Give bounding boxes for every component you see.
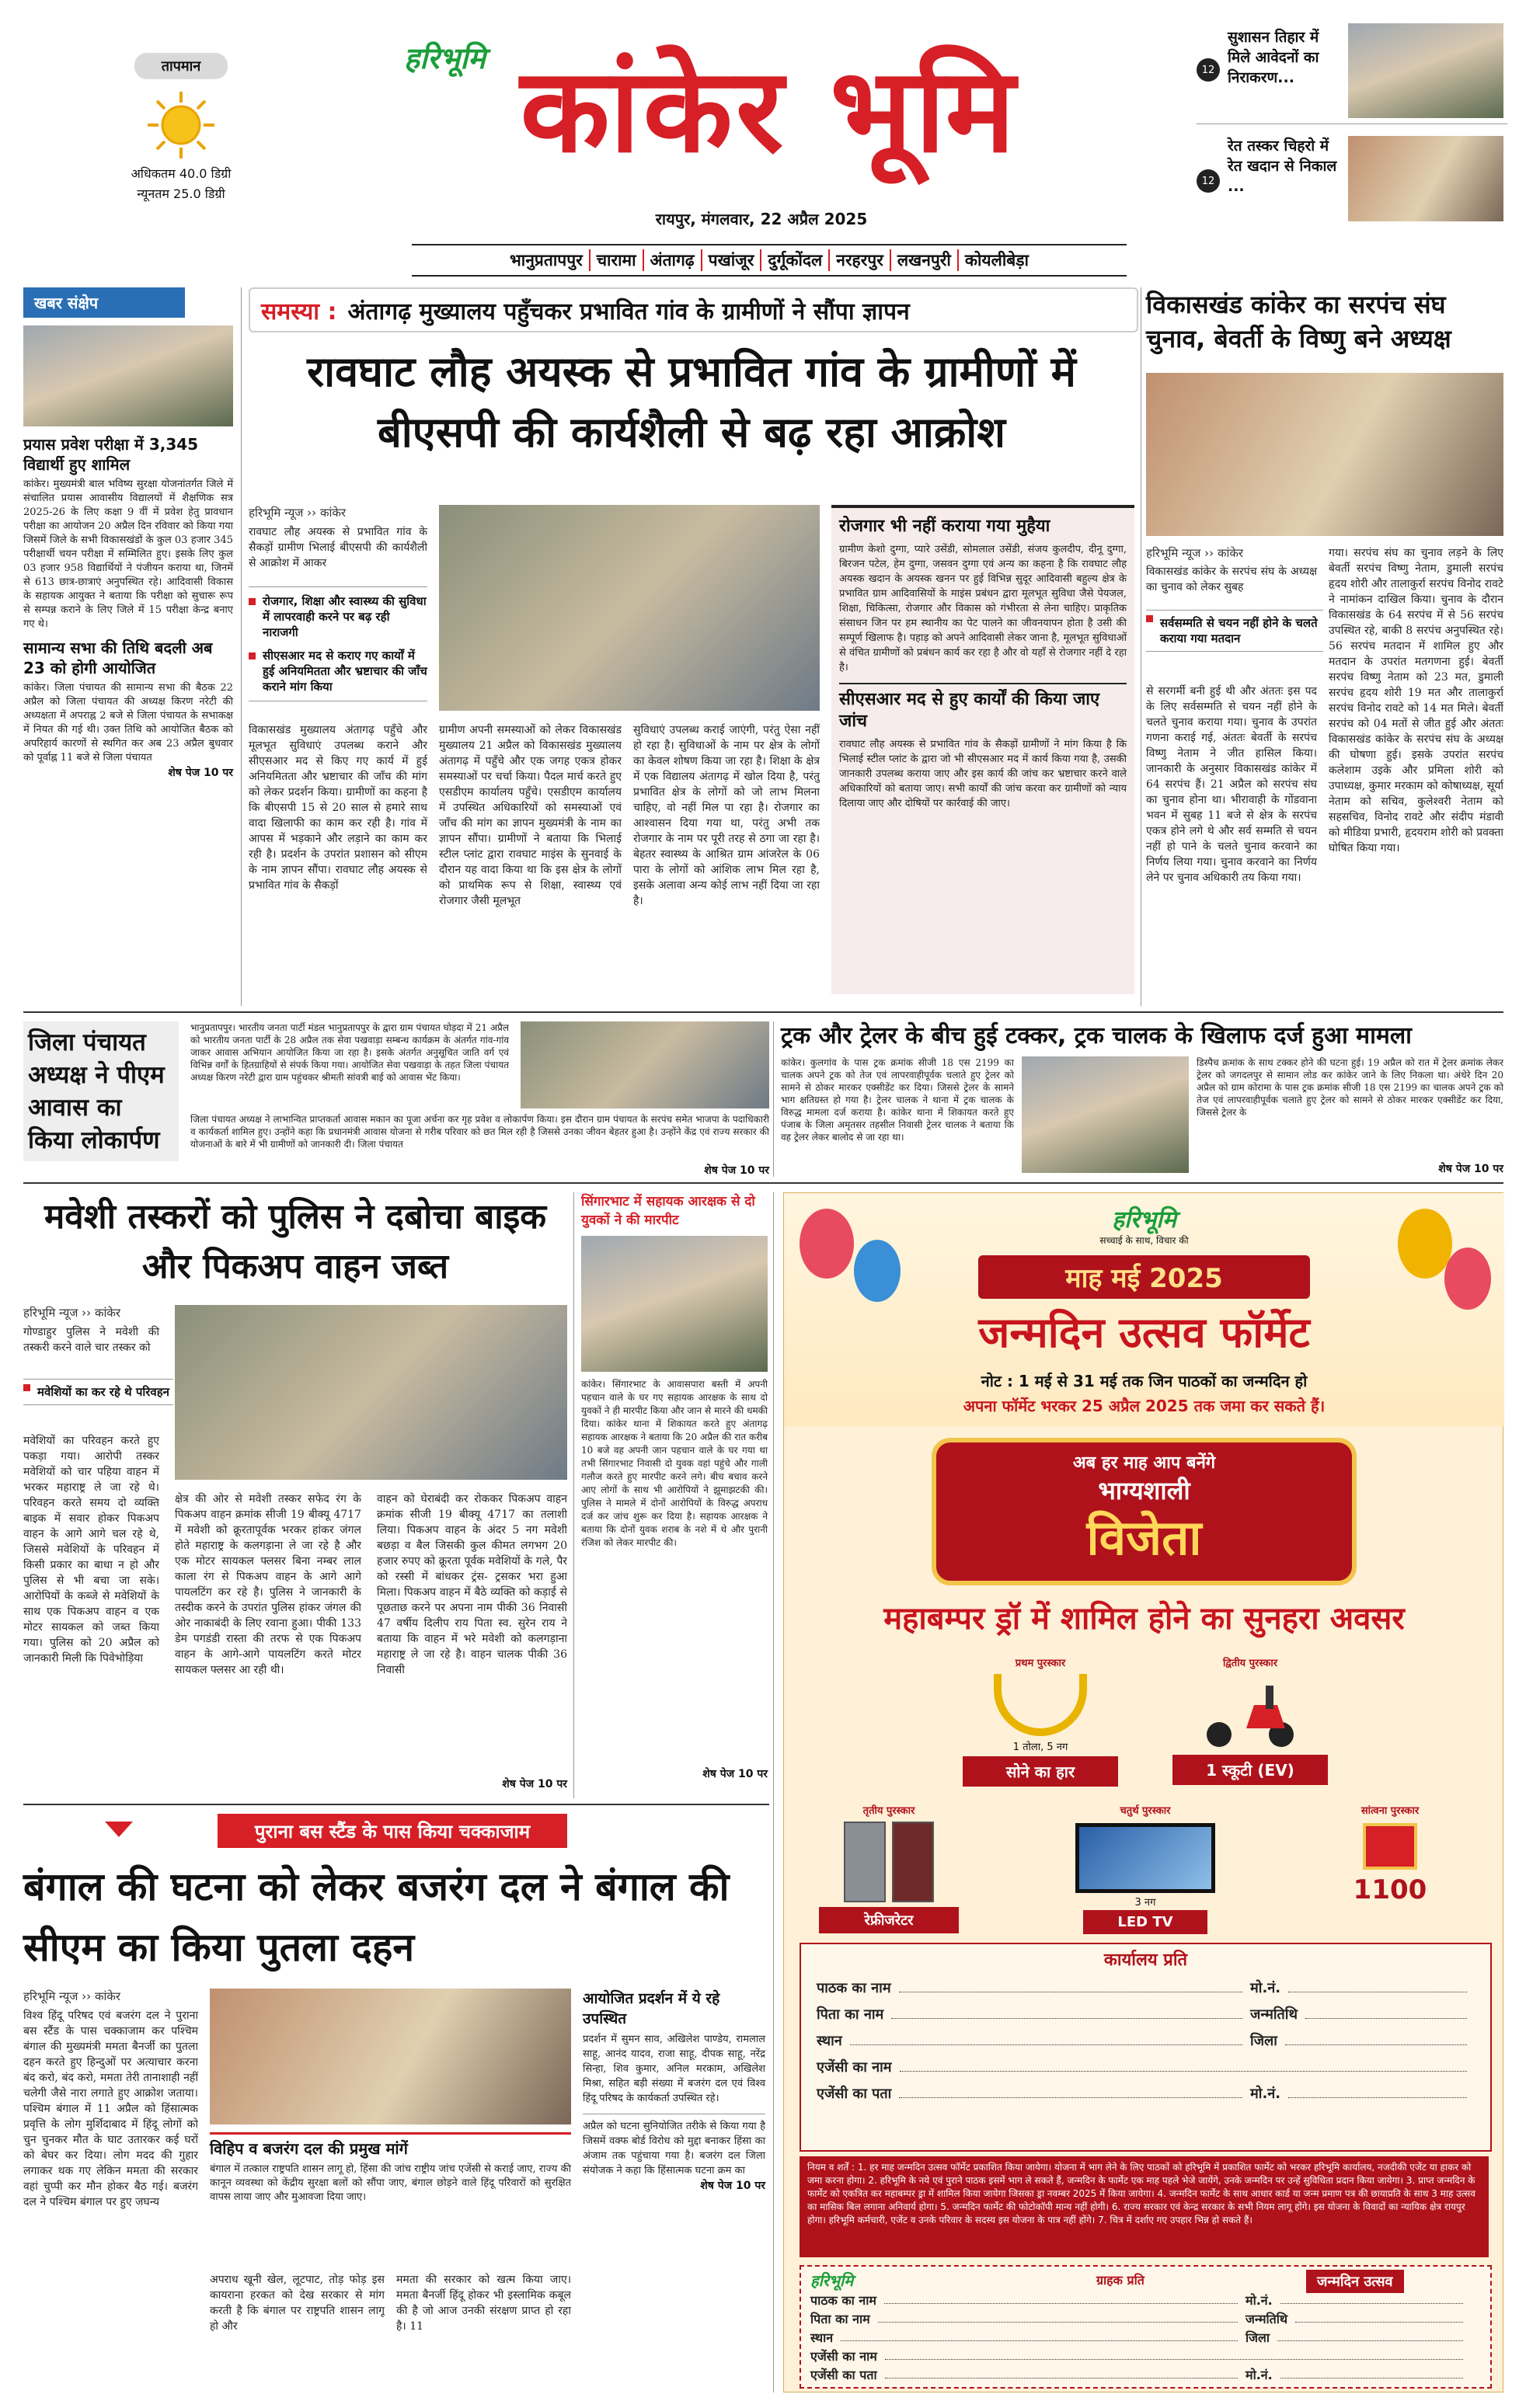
promo-photo <box>1348 23 1503 118</box>
field-label: स्थान <box>810 2330 834 2345</box>
max-temp: अधिकतम 40.0 डिग्री <box>131 166 232 181</box>
prize-label: द्वितीय पुरस्कार <box>1222 1658 1278 1669</box>
pmay-text-1: भानुप्रतापपुर। भारतीय जनता पार्टी मंडल भानुप्रतापपुर के द्वारा ग्राम पंचायत घोड़दा में 21 अप्रैल को भारतीय जनता पार्टी के 28 अप्रैल तक सेवा पखवाड़ा सम्बन्ध कार्यक्रम के अंतर्गत गांव-गांव जाकर आवास अभियान आयोजित किया जा रहा है। इसके अंतर्गत अनुसूचित जाति वर्ग एवं विभिन्न वर्गों के हितग्राहियों से संपर्क किया गया। आयोजित सेवा पखवाड़ा के तहत जिला पंचायत अध्यक्ष किरण नरेटी द्वारा ग्राम पहुंचकर श्रीमती सांवत्री बाई को आवास भेंट किया। <box>190 1022 509 1083</box>
truck-headline: ट्रक और ट्रेलर के बीच हुई टक्कर, ट्रक चालक के खिलाफ दर्ज हुआ मामला <box>781 1022 1412 1049</box>
lead-col-3: सुविधाएं उपलब्ध कराई जाएंगी, परंतु ऐसा नहीं हो रहा है। सुविधाओं के नाम पर क्षेत्र के लोगों का केवल शोषण किया जा रहा है। शिक्षा के क्षेत्र में एक विद्यालय अंतागढ़ में खोल दिया है, परंतु प्रभावित क्षेत्र के लोगों को जो लाभ मिलना चाहिए, वो नहीं मिल पा रहा है। रोजगार का आश्वासन दिया गया था, परंतु अभी तक रोजगार के नाम पर पूरी तरह से ठगा जा रहा है। बेहतर स्वास्थ्य के आश्रित ग्राम आंजरेल के 06 पारा के लोगों को आंशिक लाभ मिल रहा है, इसके अलावा अन्य कोई लाभ नहीं दिया जा रहा है। <box>633 724 820 907</box>
ad-note-1: नोट : 1 मई से 31 मई तक जिन पाठकों का जन्मदिन हो <box>981 1372 1308 1390</box>
form-title: ग्राहक प्रति <box>1096 2273 1144 2288</box>
place[interactable]: भानुप्रतापपुर <box>503 249 591 271</box>
truck-text-2: डिस्पैच क्रमांक के साथ टक्कर होने की घटना हुई। 19 अप्रैल को रात में ट्रेलर क्रमांक लेकर ट्रेलर को जगदलपुर से सामान लोड कर कांकेर जाने के लिए निकला था। अंधेरे दिन 20 अप्रैल को ग्राम कोरामा के पास ट्रक क्रमांक सीजी 18 एस 2199 का चालक अपने ट्रक को तेज एवं लापरवाहीपूर्वक चलाते हुए ट्रेलर को सामने से ठोकर मारकर एक्सीडेंट कर दिया, जिससे ट्रेलर के <box>1197 1057 1503 1118</box>
place[interactable]: लखनपुरी <box>891 249 959 271</box>
field-label: जिला <box>1250 2033 1277 2049</box>
weather-box <box>115 53 247 231</box>
prize-3 <box>800 1803 978 1935</box>
place[interactable]: कोयलीबेड़ा <box>964 251 1029 270</box>
lead-col-1: विकासखंड मुख्यालय अंतागढ़ पहुँचे और मूलभूत सुविधाएं उपलब्ध कराने और सीएसआर मद से किए गए कार्य में हुई अनियमितता और भ्रष्टाचार की जाँच की मांग को लेकर प्रदर्शन किया। ग्रामीणों का कहना है कि बीएसपी 15 से 20 साल से हमारे साथ वादा खिलाफी का काम कर रही है। गांव में आपस में भड़काने और लड़ाने का काम कर रही है। प्रदर्शन के उपरांत प्रशासन को सीएम के नाम ज्ञापन सौंपा। रावघाट लौह अयस्क से प्रभावित गांव के सैकड़ों <box>249 724 427 892</box>
field-label: पिता का नाम <box>810 2312 870 2326</box>
dob-input[interactable] <box>1295 2322 1463 2323</box>
assault-headline: सिंगारभाट में सहायक आरक्षक से दो युवकों ने की मारपीट <box>581 1194 755 1228</box>
truck-story <box>781 1021 1503 1177</box>
prize-sub: 1 तोला, 5 नग <box>1012 1742 1068 1753</box>
sarpanch-col-2: गया। सरपंच संघ का चुनाव लड़ने के लिए बेवर्ती सरपंच विष्णु नेताम, डुमाली सरपंच हृदय शोरी और तालाकुर्रा सरपंच विनोद रावटे ने नामांकन दाखिल किया। चुनाव के दौरान विकासखंड के 64 सरपंच में से 56 सरपंच उपस्थित रहे, बाकी 8 सरपंच अनुपस्थित रहे। 56 सरपंच मतदान में शामिल हुए और मतदान के उपरांत मतगणना हुई। बेवर्ती सरपंच विष्णु नेताम को 23 मत, डुमाली सरपंच हृदय शोरी 19 मत और तालाकुर्रा सरपंच विनोद रावटे को 14 मत मिले। बेवर्ती सरपंच को 04 मतों से जीत हुई और अंततः विकासखंड कांकेर के सरपंच संघ के अध्यक्ष की घोषणा हुई। इसके उपरांत सरपंच कलेशाम उइके और प्रमिला शोरी को उपाध्यक्ष, कुमार मरकाम को कोषाध्यक्ष, सूर्या नेताम को सचिव, कुलेश्वरी नेताम को सहसचिव, विनोद रावटे और संदीप मंडावी को मीडिया प्रभारी, हृदयराम शोरी को प्रवक्ता घोषित किया गया। <box>1329 547 1503 854</box>
field-label: जिला <box>1246 2330 1270 2345</box>
effigy-photo <box>210 1989 571 2124</box>
prize-4 <box>1052 1803 1239 1935</box>
bandh-col-1: विश्व हिंदू परिषद एवं बजरंग दल ने पुराना बस स्टैंड के पास चक्काजाम कर पश्चिम बंगाल की मुख्यमंत्री ममता बैनर्जी का पुतला दहन करते हुए हिन्दुओं पर अत्याचार करना बंद करो, बंद करो, ममता तेरी तानाशाही नहीं चलेगी जैसे नारा लगाते हुए आक्रोश जताया। पश्चिम बंगाल में 11 अप्रैल को हिंसात्मक प्रवृत्ति के लोग मुर्शिदाबाद में हिंदू लोगों को चुन चुनकर मौत के घाट उतारकर कई घरों को बेघर कर दिया। लोग मदद की गुहार लगाकर थक गए लेकिन ममता की सरकार वहां चुप्पी कर मौन होकर बैठ गई। बजरंग दल ने पश्चिम बंगाल पर हुए जघन्य <box>23 2010 198 2208</box>
field-label: मो.नं. <box>1246 2368 1273 2382</box>
min-temp: न्यूनतम 25.0 डिग्री <box>137 186 225 201</box>
cattle-col-1: मवेशियों का परिवहन करते हुए पकड़ा गया। आरोपी तस्कर मवेशियों को चार पहिया वाहन में भरकर महाराष्ट्र ले जा रहे थे। परिवहन करते समय दो व्यक्ति बाइक में सवार होकर पिकअप वाहन के आगे आगे चल रहे थे, जिससे मवेशियों के परिवहन में किसी प्रकार का बाधा न हो और पुलिस से भी बचा जा सके। आरोपियों के कब्जे से मवेशियों के साथ एक पिकअप वाहन व एक मोटर सायकल को जब्त किया गया। पुलिस को 20 अप्रैल को जानकारी मिली कि पिवेभोड़िया <box>23 1435 159 1665</box>
byline: हरिभूमि न्यूज ›› कांकेर <box>249 506 347 520</box>
continue-link[interactable]: शेष पेज 10 पर <box>168 767 233 779</box>
prize-name: LED TV <box>1083 1910 1207 1934</box>
cattle-intro: गोण्डाहुर पुलिस ने मवेशी की तस्करी करने वाले चार तस्कर को <box>23 1326 159 1354</box>
weather-label: तापमान <box>134 53 228 79</box>
masthead-brand: हरिभूमि <box>404 41 486 75</box>
banner-big: विजेता <box>1086 1509 1202 1566</box>
demands-box <box>210 2132 571 2267</box>
office-copy-form <box>800 1943 1492 2152</box>
chevron-down-icon <box>105 1822 133 1837</box>
dateline: रायपुर, मंगलवार, 22 अप्रैल 2025 <box>655 210 868 228</box>
lead-headline: रावघाट लौह अयस्क से प्रभावित गांव के ग्रामीणों में बीएसपी की कार्यशैली से बढ़ रहा आक्रोश <box>307 347 1076 457</box>
lead-sidebar <box>831 505 1134 994</box>
bullet: सर्वसम्मति से चयन नहीं होने के चलते कराया गया मतदान <box>1146 610 1323 652</box>
sun-icon <box>146 90 216 160</box>
place[interactable]: दुर्गूकोंदल <box>761 249 830 271</box>
district-input[interactable] <box>1285 2044 1467 2045</box>
prize-label: प्रथम पुरस्कार <box>1015 1658 1066 1669</box>
masthead-title: कांकेर भूमि <box>520 43 1019 179</box>
bandh-story <box>23 1814 765 2396</box>
agency-name-input[interactable] <box>885 2359 1463 2360</box>
father-name-input[interactable] <box>878 2322 1238 2323</box>
cattle-photo <box>175 1305 567 1480</box>
banner-top: अब हर माह आप बनेंगे <box>1072 1453 1216 1473</box>
balloon-icon <box>854 1240 901 1302</box>
field-label: स्थान <box>817 2033 842 2049</box>
prize-label: सांत्वना पुरस्कार <box>1360 1805 1420 1817</box>
sarpanch-intro: विकासखंड कांकेर के सरपंच संघ के अध्यक्ष का चुनाव को लेकर सुबह <box>1146 565 1317 593</box>
prize-name: सोने का हार <box>963 1756 1118 1787</box>
truck-text-1: कांकेर। कुलगांव के पास ट्रक क्रमांक सीजी 18 एस 2199 का चालक अपने ट्रक को तेज एवं लापरवाहीपूर्वक चलाते हुए ट्रेलर को सामने से ठोकर मारकर एक्सीडेंट कर दिया। जिससे ट्रेलर के सामने भाग क्षतिग्रस्त हो गया है। ट्रेलर चालक ने थाना में ट्रक चालक के विरुद्ध मामला दर्ज कराया है। कांकेर थाना में शिकायत करते हुए पंजाब के जिला अमृतसर तहसील निवासी ट्रेलर चालक ने बताया कि वह ट्रेलर लेकर बालोद से जा रहा था। <box>781 1057 1014 1143</box>
balloon-icon <box>1398 1209 1452 1279</box>
sidebar-headline-2: सीएसआर मद से हुए कार्यों की किया जाए जांच <box>839 683 1127 732</box>
ad-note-2: अपना फॉर्मेट भरकर 25 अप्रैल 2025 तक जमा कर सकते हैं। <box>963 1397 1326 1415</box>
sidebar-headline-1: रोजगार भी नहीं कराया गया मुहैया <box>839 517 1050 536</box>
bandh-col-3: ममता की सरकार को खत्म किया जाए। ममता बैनर्जी हिंदू होकर भी इस्लामिक कबूल की है जो आज उनकी संरक्षण प्राप्त हो रहा है। 11 <box>396 2274 571 2333</box>
district-input[interactable] <box>1277 2340 1463 2341</box>
field-label: पाठक का नाम <box>817 1980 891 1996</box>
ad-month: माह मई 2025 <box>978 1255 1310 1299</box>
bandh-col-2: अपराध खूनी खेल, लूटपाट, तोड़ फोड़ इस कायराना हरकत को देख सरकार से मांग करती है कि बंगाल पर राष्ट्रपति शासन लागू हो और <box>210 2274 385 2333</box>
field-label: एजेंसी का नाम <box>817 2059 892 2076</box>
field-label: मो.नं. <box>1246 2293 1273 2308</box>
brief-headline-2: सामान्य सभा की तिथि बदली अब 23 को होगी आयोजित <box>23 639 213 677</box>
masthead <box>388 22 1134 239</box>
attendees-box <box>583 1989 765 2392</box>
rules-text: नियम व शर्तें : 1. हर माह जन्मदिन उत्सव फॉर्मेट प्रकाशित किया जायेगा। योजना में भाग लेने के लिए पाठकों को हरिभूमि में प्रकाशित फार्मेट को भरकर हरिभूमि कार्यालय, नजदीकी एजेंट या हाकर को जमा करना होगा। 2. हरिभूमि के नये एवं पुराने पाठक इसमें भाग ले सकते हैं, जन्मदिन के फार्मेट एक माह पहले भेजे जायेंगे, उनके जन्मदिन पर उन्हें सुविधिता प्रदान किया जायेगा। 3. प्राप्त जन्मदिन के फार्मेट को एकत्रित कर महाबम्पर ड्रा में शामिल किया जायेगा जिसका ड्रा नवम्बर 2025 में किया जायेगा। 4. जन्मदिन फार्मेट के साथ आधार कार्ड या जन्म प्रमाण पत्र की छायाप्रति के साथ 3 माह उत्सव का मासिक बिल लगाना अनिवार्य होगा। 5. जन्मदिन फार्मेट की फोटोकॉपी मान्य नहीं होगी। 6. राज्य सरकार एवं केन्द्र सरकार के सभी नियम लागू होंगे। इस योजना के विवादों का न्यायिक क्षेत्र रायपुर होगा। हरिभूमि कर्मचारी, एजेंट व उनके परिवार के सदस्य इस योजना के पात्र नहीं होंगे। 7. चित्र में दर्शाए गए उपहार भिन्न हो सकते हैं। <box>807 2162 1475 2225</box>
brief-text-2: कांकेर। जिला पंचायत की सामान्य सभा की बैठक 22 अप्रैल को जिला पंचायत की अध्यक्ष किरण नरेटी की अध्यक्षता में अपराह्न 2 बजे से जिला पंचायत के सभाकक्ष में नियत की गई थी। उक्त तिथि को आयोजित बैठक को अपरिहार्य कारणों से स्थगित कर अब 23 अप्रैल बुधवार को पूर्वाह्न 11 बजे से जिला पंचायत <box>23 682 233 764</box>
lead-kicker <box>249 287 1138 332</box>
dob-input[interactable] <box>1305 2018 1467 2019</box>
sarpanch-col-1: से सरगर्मी बनी हुई थी और अंततः इस पद के लिए सर्वसम्मति से चयन नहीं होने के चलते चुनाव कराया गया। चुनाव के उपरांत गणना कराई गई, अंततः बेवर्ती के सरपंच विष्णु नेताम ने जीत हासिल किया। जानकारी के अनुसार विकासखंड कांकेर में 64 सरपंच हैं। 21 अप्रैल को सरपंच संघ का चुनाव होना था। भीरावाही के गोंडवाना भवन में सुबह 11 बजे से क्षेत्र के सरपंच एकत्र होने लगे थे और सर्व सम्मति से चयन नहीं हो पाने के चलते चुनाव करवाने का निर्णय लिया गया। चुनाव करवाने का निर्णय लेने पर चुनाव अधिकारी तय किया गया। <box>1146 685 1317 884</box>
assault-text: कांकेर। सिंगारभाट के आवासपारा बस्ती में अपनी पहचान वाले के घर गए सहायक आरक्षक के साथ दो युवकों ने ही मारपीट किया और जान से मारने की धमकी दिया। कांकेर थाना में शिकायत करते हुए अंतागढ़ सहायक आरक्षक ने बताया कि 20 अप्रैल की रात करीब 10 बजे वह अपनी जान पहचान वाले के घर गया था तभी सिंगारभाट निवासी दो युवक वहां पहुंचे और गाली गलौज करते हुए मारपीट करने लगे। बीच बचाव करने आए लोगों के साथ भी आरोपियों ने झूमाझटकी की। पुलिस ने मामले में दोनों आरोपियों के विरुद्ध अपराध दर्ज कर जांच शुरू कर दिया है। सहायक आरक्षक ने बताया कि दोनों युवक शराब के नशे में थे और पुरानी रंजिश को लेकर मारपीट की। <box>581 1379 768 1548</box>
prize-5 <box>1297 1803 1483 1935</box>
field-label: पिता का नाम <box>817 2006 884 2023</box>
news-brief <box>23 287 233 1006</box>
prize-sub: 3 नग <box>1134 1897 1156 1909</box>
field-label: जन्मतिथि <box>1246 2312 1288 2326</box>
prize-name: रेफ्रीजरेटर <box>819 1907 959 1933</box>
promo-photo <box>1348 136 1503 221</box>
necklace-icon <box>994 1674 1087 1736</box>
sarpanch-headline: विकासखंड कांकेर का सरपंच संघ चुनाव, बेवर्ती के विष्णु बने अध्यक्ष <box>1146 290 1451 353</box>
promo-text: रेत तस्कर चिहरो में रेत खदान से निकाल ... <box>1228 137 1337 195</box>
ad-brand: हरिभूमि <box>1112 1206 1176 1234</box>
sidebar-text-1: ग्रामीण केशो दुग्गा, प्यारे उसेंडी, सोमलाल उसेंडी, संजय कुलदीप, दीनू दुग्गा, बिरजन पटेल, हेम दुग्गा, जसवन दुग्गा एवं अन्य का कहना है कि रावघाट लौह अयस्क खदान के अयस्क खनन पर हुई विभिन्न सुदूर आदिवासी बहुल्य क्षेत्र के प्रभावित ग्राम आदिवासियों के माइंस प्रबंधन द्वारा मूलभूत सुविधा जैसे पेयजल, शिक्षा, चिकित्सा, रोजगार और विकास को गंभीरता से लेना चाहिए। प्राकृतिक संसाधन जिन पर हम स्थानीय का पेट पालने का जीवनयापन होता है उसी की सम्पूर्ण खिलाफ है। पहाड़ को अपने आदिवासी लेकर जाना है, मूलभूत सुविधाओं से वंचित ग्रामीणों को प्रबंधन कार्य कर रहा है और वो यहाँ से रोजगार नहीं दे रहा है। <box>839 544 1127 673</box>
bullet: रोजगार, शिक्षा और स्वास्थ्य की सुविधा में लापरवाही करने पर बढ़ रही नाराजगी <box>249 593 427 640</box>
bandh-headline: बंगाल की घटना को लेकर बजरंग दल ने बंगाल की सीएम का किया पुतला दहन <box>23 1864 730 1970</box>
field-label: एजेंसी का नाम <box>810 2349 877 2364</box>
rules-box <box>800 2156 1489 2257</box>
field-label: मो.नं. <box>1250 2086 1281 2102</box>
page-badge: 12 <box>1197 58 1220 82</box>
sarpanch-story <box>1146 287 1503 1006</box>
demands-text: बंगाल में तत्काल राष्ट्रपति शासन लागू हो, हिंसा की जांच राष्ट्रीय जांच एजेंसी से कराई जाए, राज्य की कानून व्यवस्था को केंद्रीय सुरक्षा बलों को सौंपा जाए, बंगाल छोड़ने वाले हिंदू परिवारों को सुरक्षित वापस लाया जाए और मुआवजा दिया जाए। <box>210 2163 571 2203</box>
bullet: सीएसआर मद से कराए गए कार्यों में हुई अनियमितता और भ्रष्टाचार की जाँच कराने मांग किया <box>249 648 427 694</box>
pmay-story <box>23 1021 769 1177</box>
sidebar-text-2: रावघाट लौह अयस्क से प्रभावित गांव के सैकड़ों ग्रामीणों ने मांग किया है कि भिलाई स्टील प्लांट के द्वारा जो भी सीएसआर मद में कार्य किया गया है, उसकी जानकारी उपलब्ध कराया जाए और इस कार्य की जांच कर भ्रष्टाचार करने वाले अधिकारियों को बताया जाए। सभी कार्यों की जांच करवा कर ग्रामीणों को न्याय दिलाया जाए और दोषियों पर कार्रवाई की जाए। <box>839 739 1127 809</box>
lead-story <box>249 287 1138 1006</box>
lead-col-2: ग्रामीण अपनी समस्याओं को लेकर विकासखंड मुख्यालय 21 अप्रैल को विकासखंड मुख्यालय अंतागढ़ में पहुँचे और एक जगह एकत्र होकर समस्याओं पर चर्चा किया। पैदल मार्च करते हुए एसडीएम कार्यालय पहुँचे। एसडीएम कार्यालय में उपस्थित अधिकारियों को समस्याओं एवं जाँच की मांग का ज्ञापन मुख्यमंत्री के नाम का ज्ञापन सौंपा। ग्रामीणों ने बताया कि भिलाई स्टील प्लांट द्वारा रावघाट माइंस के सुनवाई के दौरान यह वादा किया था कि इस क्षेत्र के लोगों को प्राथमिक रूप से शिक्षा, स्वास्थ्य एवं रोजगार जैसी मूलभूत <box>439 724 622 907</box>
field-label: एजेंसी का पता <box>817 2086 892 2102</box>
byline: हरिभूमि न्यूज ›› कांकेर <box>23 1306 121 1320</box>
promo-2[interactable] <box>1197 132 1507 225</box>
prize-1 <box>939 1655 1141 1791</box>
agency-name-input[interactable] <box>900 2071 1467 2072</box>
brief-headline-1: प्रयास प्रवेश परीक्षा में 3,345 विद्यार्थी हुए शामिल <box>23 435 199 474</box>
promo-1[interactable] <box>1197 23 1507 124</box>
prize-amount: 1100 <box>1353 1874 1427 1905</box>
place[interactable]: चारामा <box>591 249 644 271</box>
brief-text-1: कांकेर। मुख्यमंत्री बाल भविष्य सुरक्षा योजनांतर्गत जिले में संचालित प्रयास आवासीय विद्यालयों में शैक्षणिक सत्र 2025-26 के लिए कक्षा 9 वीं में प्रवेश हेतु प्रावधान परीक्षा का आयोजन 20 अप्रैल दिन रविवार को किया गया जिसमें जिले के सभी विकासखंडों के कुल 03 हजार 345 परीक्षार्थी चयन परीक्षा में सम्मिलित हुए। इसके लिए कुल 03 हजार 958 विद्यार्थियों ने पंजीयन कराया था, जिनमें से 613 छात्र-छात्राएं अनुपस्थित रहे। आदिवासी विकास के सहायक आयुक्त ने बताया कि परीक्षा को सुचारू रूप से सम्पन्न कराने के लिए जिले में 15 परीक्षा केन्द्र बनाए गए थे। <box>23 478 233 630</box>
reader-name-input[interactable] <box>884 2303 1238 2304</box>
balloon-icon <box>800 1209 854 1279</box>
field-label: एजेंसी का पता <box>810 2368 877 2382</box>
cattle-headline: मवेशी तस्करों को पुलिस ने दबोचा बाइक और पिकअप वाहन जब्त <box>44 1197 547 1286</box>
birthday-ad <box>783 1192 1503 2392</box>
lead-bullets <box>249 586 427 701</box>
attendees-text: प्रदर्शन में सुमन साव, अखिलेश पाण्डेय, रामलाल साहू, आनंद यादव, राजा साहू, दीपक साहू, नरेंद्र सिन्हा, शिव कुमार, अनिल मरकाम, अखिलेश मिश्रा, सहित बड़ी संख्या में बजरंग दल एवं विश्व हिंदू परिषद के कार्यकर्ता उपस्थित रहे। <box>583 2034 765 2104</box>
assault-illustration <box>581 1236 768 1372</box>
bullet: मवेशियों का कर रहे थे परिवहन <box>23 1379 173 1405</box>
bandh-kicker <box>218 1814 567 1848</box>
place-input[interactable] <box>841 2340 1238 2341</box>
reader-copy-form <box>800 2265 1492 2389</box>
cattle-story <box>23 1192 567 1798</box>
field-label: पाठक का नाम <box>810 2293 876 2308</box>
father-name-input[interactable] <box>891 2018 1242 2019</box>
form-brand: हरिभूमि <box>810 2271 854 2290</box>
continue-link[interactable]: शेष पेज 10 पर <box>704 1164 769 1177</box>
tv-icon <box>1075 1823 1215 1893</box>
continue-link[interactable]: शेष पेज 10 पर <box>700 2180 765 2192</box>
mobile-input[interactable] <box>1280 2303 1463 2304</box>
place[interactable]: नरहरपुर <box>830 249 891 271</box>
continue-link[interactable]: शेष पेज 10 पर <box>1438 1163 1503 1175</box>
page-badge: 12 <box>1197 169 1220 193</box>
agency-address-input[interactable] <box>899 2097 1242 2098</box>
prize-name: 1 स्कूटी (EV) <box>1172 1755 1328 1785</box>
kicker-text: अंतागढ़ मुख्यालय पहुँचकर प्रभावित गांव के ग्रामीणों ने सौंपा ज्ञापन <box>347 298 910 325</box>
kicker-text: पुराना बस स्टैंड के पास किया चक्काजाम <box>254 1820 531 1843</box>
ad-header <box>784 1193 1504 1426</box>
ad-title: जन्मदिन उत्सव फॉर्मेट <box>978 1308 1310 1357</box>
places-bar <box>412 244 1127 277</box>
demands-headline: विहिप व बजरंग दल की प्रमुख मांगें <box>210 2139 408 2158</box>
agency-mobile-input[interactable] <box>1288 2097 1467 2098</box>
mega-draw: महाबम्पर ड्रॉ में शामिल होने का सुनहरा अवसर <box>883 1601 1405 1637</box>
promo-text: सुशासन तिहार में मिले आवेदनों का निराकरण... <box>1228 29 1319 86</box>
truck-photo <box>1022 1056 1189 1173</box>
balloon-icon <box>1444 1247 1491 1310</box>
attendees-text-2: अप्रैल को घटना सुनियोजित तरीके से किया गया है जिसमें वक्फ बोर्ड विरोध को मुद्दा बनाकर हिंसा का अंजाम तक पहुंचाया गया है। बजरंग दल जिला संयोजक ने कहा कि हिंसात्मक घटना क्रम का <box>583 2114 765 2178</box>
lucky-winner-banner <box>932 1438 1357 1585</box>
kicker-label: समस्या : <box>261 298 337 325</box>
scooter-icon <box>1200 1674 1301 1752</box>
pmay-text-2: जिला पंचायत अध्यक्ष ने लाभान्वित प्राप्तकर्ता आवास मकान का पूजा अर्चना कर गृह प्रवेश व लोकार्पण किया। इस दौरान ग्राम पंचायत के सरपंच समेत भाजपा के पदाधिकारी व कार्यकर्ता शामिल हुए। उन्होंने कहा कि प्रधानमंत्री आवास योजना से गरीब परिवार को छत मिल रही है जिससे उनका जीवन बेहतर हुआ है। उन्होंने केंद्र एवं राज्य सरकार की योजनाओं के बारे में भी ग्रामीणों को जानकारी दी। जिला पंचायत <box>190 1114 769 1150</box>
brief-photo <box>23 325 233 426</box>
field-label: मो.नं. <box>1250 1980 1281 1996</box>
gift-icon <box>1363 1823 1417 1870</box>
continue-link[interactable]: शेष पेज 10 पर <box>502 1778 567 1790</box>
place-input[interactable] <box>850 2044 1242 2045</box>
field-label: जन्मतिथि <box>1250 2006 1298 2023</box>
place[interactable]: अंतागढ़ <box>644 249 702 271</box>
place[interactable]: पखांजूर <box>702 249 762 271</box>
prize-label: चतुर्थ पुरस्कार <box>1120 1805 1171 1817</box>
ad-tagline: सच्चाई के साथ, विचार की <box>1099 1235 1189 1246</box>
bday-tag: जन्मदिन उत्सव <box>1306 2270 1404 2293</box>
brief-label: खबर संक्षेप <box>23 287 185 318</box>
protest-photo <box>439 505 820 711</box>
assault-story <box>581 1192 768 1798</box>
fridge-icon <box>800 1822 978 1902</box>
pmay-headline: जिला पंचायत अध्यक्ष ने पीएम आवास का किया लोकार्पण <box>23 1021 179 1161</box>
lead-intro: रावघाट लौह अयस्क से प्रभावित गांव के सैकड़ों ग्रामीण भिलाई बीएसपी की कार्यशैली से आक्रोश में आकर <box>249 526 427 569</box>
prize-label: तृतीय पुरस्कार <box>862 1805 915 1817</box>
pmay-photo <box>521 1021 769 1108</box>
attendees-headline: आयोजित प्रदर्शन में ये रहे उपस्थित <box>583 1990 720 2027</box>
byline: हरिभूमि न्यूज ›› कांकेर <box>1146 546 1244 560</box>
sarpanch-photo <box>1146 373 1503 536</box>
banner-mid: भाग्यशाली <box>1098 1476 1190 1505</box>
byline: हरिभूमि न्यूज ›› कांकेर <box>23 1989 121 2003</box>
prize-2 <box>1149 1655 1351 1791</box>
continue-link[interactable]: शेष पेज 10 पर <box>702 1768 768 1780</box>
cattle-col-2: क्षेत्र की ओर से मवेशी तस्कर सफेद रंग के पिकअप वाहन क्रमांक सीजी 19 बीक्यू 4717 में मवेशी को क्रूरतापूर्वक भरकर हांकर जंगल होते महाराष्ट्र के कलगड़ाना ले जा रहे है और एक मोटर सायकल फ्लसर बिना नम्बर लाल काला रंग से पिकअप वाहन के आगे आगे पायलटिंग कर रहे है। पुलिस ने जानकारी के तस्दीक करने के उपरांत पुलिस हांकर जंगल की ओर नाकाबंदी के लिए रवाना हुआ। पीकी 133 डेम पगडंडी रास्ता की तरफ से एक पिकअप वाहन के आगे-आगे पायलटिंग करते मोटर सायकल फ्लसर आ रही थी। <box>175 1493 361 1676</box>
cattle-col-3: वाहन को घेराबंदी कर रोककर पिकअप वाहन क्रमांक सीजी 19 बीक्यू 4717 का तलाशी लिया। पिकअप वाहन के अंदर 5 नग मवेशी बछड़ा व बैल जिसकी कुल कीमत लगभग 20 हजार रुपए को क्रूरता पूर्वक मवेशियों के गले, पैर को रस्सी में बांधकर ट्रंस- ट्रसकर भरा हुआ मिला। पिकअप वाहन में बैठे व्यक्ति को कड़ाई से पूछताछ करने पर अपना नाम पीकी 36 निवासी 47 वर्षीय दिलीप राय पिता स्व. सुरेन राय ने बताया कि वाहन में भरे मवेशी को कलगड़ाना महाराष्ट्र ले जा रहे है। वाहन चालक पीकी 36 निवासी <box>377 1493 567 1676</box>
form-title: कार्यालय प्रति <box>1103 1950 1188 1970</box>
